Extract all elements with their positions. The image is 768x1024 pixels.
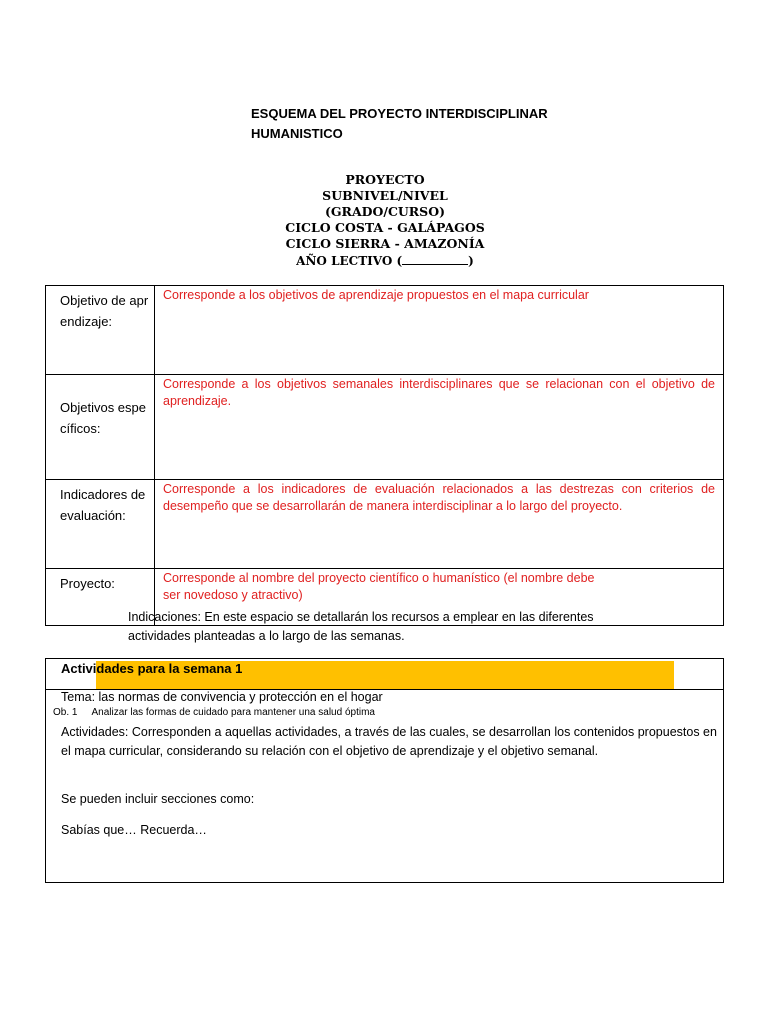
content-text <box>163 570 715 604</box>
document-title <box>251 104 548 144</box>
secciones-line: Se pueden incluir secciones como: <box>61 792 255 806</box>
subnivel-label: SUBNIVEL/NIVEL <box>322 188 448 203</box>
row-content-especificos <box>155 375 724 480</box>
title-line-1: ESQUEMA DEL PROYECTO INTERDISCIPLINAR <box>251 106 548 121</box>
sabias-line: Sabías que… Recuerda… <box>61 823 207 837</box>
project-label: PROYECTO <box>345 172 425 187</box>
table-row <box>46 286 724 375</box>
row-label-objetivo: Objetivo de aprendizaje: <box>46 286 155 375</box>
table-row <box>46 480 724 569</box>
week-title: Actividades para la semana 1 <box>61 661 243 676</box>
actividades-paragraph: Actividades: Corresponden a aquellas actividades, a través de las cuales, se desarrollan los contenidos propuestos en el mapa curricular, considerando su relación con el objetivo de aprendizaje y el objetivo semanal. <box>61 725 717 758</box>
ciclo-costa-label: CICLO COSTA - GALÁPAGOS <box>285 220 485 235</box>
year-blank-line[interactable] <box>402 254 468 265</box>
table-row <box>46 375 724 480</box>
content-line-1: Corresponde al nombre del proyecto científico o humanístico (el nombre debe <box>163 571 595 585</box>
content-line-2: ser novedoso y atractivo) <box>163 588 303 602</box>
row-content-objetivo <box>155 286 724 375</box>
week-header <box>46 659 723 690</box>
ciclo-sierra-label: CICLO SIERRA - AMAZONÍA <box>285 236 485 251</box>
row-content-indicadores <box>155 480 724 569</box>
project-table <box>45 285 724 626</box>
tema-line: Tema: las normas de convivencia y protección en el hogar <box>61 690 383 704</box>
title-line-2: HUMANISTICO <box>251 126 343 141</box>
grado-label: (GRADO/CURSO) <box>324 204 446 219</box>
objective-text: Analizar las formas de cuidado para mantener una salud óptima <box>91 707 375 718</box>
content-text: Corresponde a los indicadores de evaluación relacionados a las destrezas con criterios de desempeño que se desarrollarán de manera interdisciplinar a lo largo del proyecto. <box>163 482 715 513</box>
anio-lectivo-line <box>230 253 540 269</box>
project-header-block <box>230 172 540 269</box>
objective-line <box>53 707 375 718</box>
anio-lectivo-label: AÑO LECTIVO ( <box>296 254 403 268</box>
row-label-proyecto: Proyecto: <box>46 569 155 626</box>
objective-label: Ob. 1 <box>53 707 78 718</box>
content-text: Corresponde a los objetivos semanales interdisciplinares que se relacionan con el objetivo de aprendizaje. <box>163 377 715 408</box>
row-label-especificos: Objetivos específicos: <box>46 375 155 480</box>
indicaciones-paragraph: Indicaciones: En este espacio se detallarán los recursos a emplear en las diferentes actividades planteadas a lo largo de las semanas. <box>128 610 594 643</box>
row-label-indicadores: Indicadores de evaluación: <box>46 480 155 569</box>
anio-lectivo-close: ) <box>468 254 474 268</box>
week-activities-box <box>45 658 724 883</box>
content-text: Corresponde a los objetivos de aprendizaje propuestos en el mapa curricular <box>163 288 589 302</box>
